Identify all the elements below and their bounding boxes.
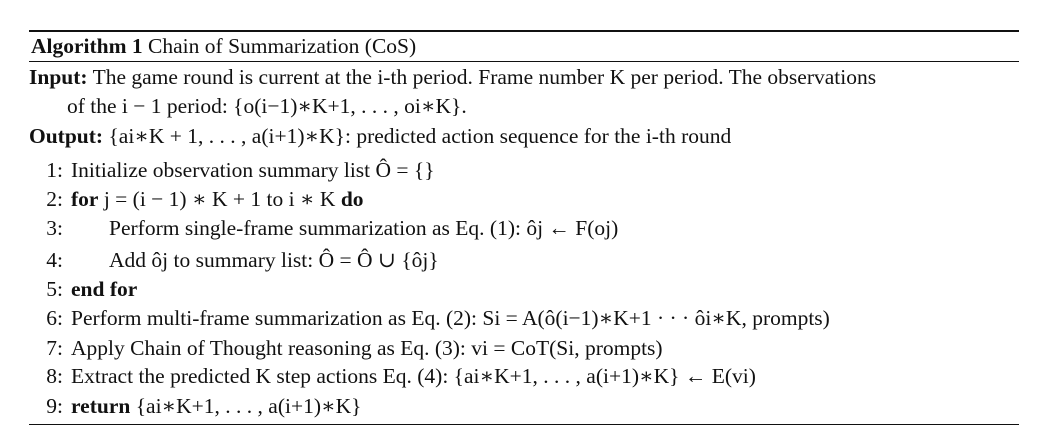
step-text: j = (i − 1) ∗ K + 1 to i ∗ K bbox=[103, 187, 336, 211]
do-keyword: do bbox=[340, 187, 364, 211]
step-text: Apply Chain of Thought reasoning as Eq. (3): vi = CoT(Si, prompts) bbox=[71, 336, 663, 360]
for-keyword: for bbox=[71, 187, 99, 211]
step-text: Add ôj to summary list: Ô = Ô ∪ {ôj} bbox=[109, 248, 439, 272]
step-number: 3: bbox=[46, 216, 63, 240]
step-text: {ai∗K+1, . . . , a(i+1)∗K} bbox=[135, 394, 362, 418]
step-text: Perform multi-frame summarization as Eq. (2): Si = A(ô(i−1)∗K+1 · · · ôi∗K, prompts) bbox=[71, 306, 830, 330]
output-line bbox=[29, 123, 731, 149]
algorithm-block bbox=[29, 0, 1019, 442]
input-text-2: of the i − 1 period: {o(i−1)∗K+1, . . . , oi∗K}. bbox=[67, 94, 467, 118]
step-number: 9: bbox=[46, 394, 63, 418]
algorithm-label: Algorithm 1 bbox=[31, 34, 143, 58]
step-8 bbox=[29, 363, 756, 389]
step-text: Extract the predicted K step actions Eq. (4): {ai∗K+1, . . . , a(i+1)∗K} ← E(vi) bbox=[71, 364, 756, 388]
input-text-1: The game round is current at the i-th period. Frame number K per period. The observations bbox=[92, 65, 877, 89]
top-rule bbox=[29, 30, 1019, 32]
step-6 bbox=[29, 305, 830, 331]
end-for-keyword: end for bbox=[71, 277, 138, 301]
step-3 bbox=[29, 215, 618, 241]
step-2 bbox=[29, 186, 364, 212]
input-line-2 bbox=[67, 93, 467, 119]
step-number: 6: bbox=[46, 306, 63, 330]
input-line-1 bbox=[29, 64, 876, 90]
step-5 bbox=[29, 276, 137, 302]
step-number: 1: bbox=[46, 158, 63, 182]
step-4 bbox=[29, 247, 439, 273]
header-rule bbox=[29, 61, 1019, 62]
algorithm-name: Chain of Summarization (CoS) bbox=[148, 34, 417, 58]
output-text: {ai∗K + 1, . . . , a(i+1)∗K}: predicted action sequence for the i-th round bbox=[108, 124, 732, 148]
algorithm-title bbox=[31, 33, 416, 59]
step-number: 4: bbox=[46, 248, 63, 272]
step-text: Perform single-frame summarization as Eq. (1): ôj ← F(oj) bbox=[109, 216, 619, 240]
input-label: Input: bbox=[29, 65, 88, 89]
bottom-rule bbox=[29, 424, 1019, 425]
step-1 bbox=[29, 157, 435, 183]
step-9 bbox=[29, 393, 361, 419]
step-number: 8: bbox=[46, 364, 63, 388]
output-label: Output: bbox=[29, 124, 104, 148]
step-number: 2: bbox=[46, 187, 63, 211]
step-number: 5: bbox=[46, 277, 63, 301]
step-text: Initialize observation summary list Ô = {} bbox=[71, 158, 435, 182]
step-number: 7: bbox=[46, 336, 63, 360]
step-7 bbox=[29, 335, 663, 361]
return-keyword: return bbox=[71, 394, 131, 418]
